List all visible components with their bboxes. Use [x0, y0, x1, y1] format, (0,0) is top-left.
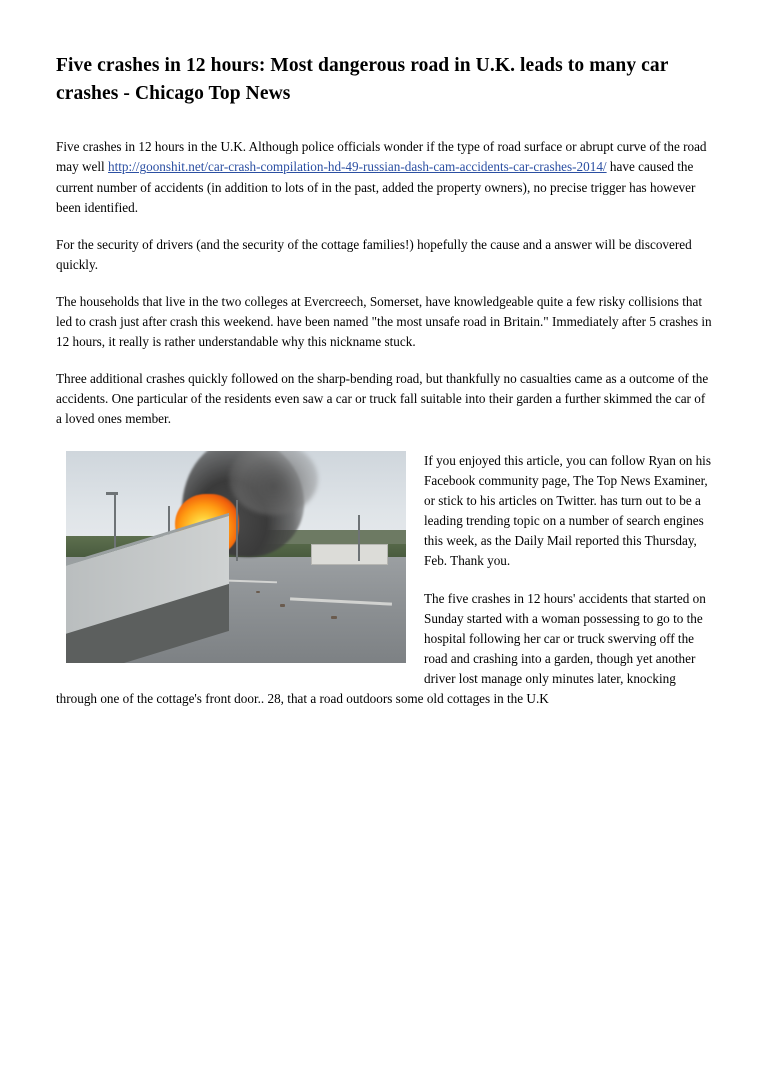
paragraph-intro — [56, 137, 712, 217]
paragraph-intro-lead: Five crashes in 12 hours in the U.K. Although police officials wonder if the type of road surface or abrupt curve of the road may well — [56, 139, 707, 175]
paragraph-additional-crashes: Three additional crashes quickly followed on the sharp-bending road, but thankfully no casualties came as a outcome of the accidents. One particular of the residents even saw a car or truck fall suitable into their garden a further skimmed the car of a loved ones member. — [56, 370, 709, 427]
paragraph-security: For the security of drivers (and the security of the cottage families!) hopefully the cause and a answer will be discovered quickly. — [56, 236, 692, 272]
paragraph-households: The households that live in the two colleges at Evercreech, Somerset, have knowledgeable quite a few risky collisions that led to crash just after crash this weekend. have been named "the most unsafe road in Britain." Immediately after 5 crashes in 12 hours, it really is rather understandable why this nickname stuck. — [56, 293, 712, 349]
paragraph-intro-tail: have caused the current number of accidents (in addition to lots of in the past, added the property owners), no precise trigger has however been identified. — [56, 159, 696, 215]
figure-block — [56, 451, 712, 726]
photo-truck — [311, 544, 388, 565]
crash-photo — [66, 451, 406, 663]
photo-light-pole — [236, 500, 238, 561]
photo-light-pole — [358, 515, 360, 562]
photo-debris — [280, 604, 285, 607]
page-title: Five crashes in 12 hours: Most dangerous road in U.K. leads to many car crashes - Chicago Top News — [56, 55, 669, 104]
paragraph-accident-details: The five crashes in 12 hours' accidents that started on Sunday started with a woman possessing to go to the hospital following her car or truck swerving off the road and crashing into a garden, though yet another driver lost manage only minutes later, knocking through one of the cottage's front door.. 28, that a road outdoors some old cottages in the U.K — [56, 590, 706, 706]
paragraph-follow-author: If you enjoyed this article, you can follow Ryan on his Facebook community page, The Top News Examiner, or stick to his articles on Twitter. has turn out to be a leading trending topic on a number of search engines this week, as the Daily Mail reported this Thursday, Feb. Thank you. — [424, 453, 711, 569]
source-link[interactable]: http://goonshit.net/car-crash-compilation-hd-49-russian-dash-cam-accidents-car-crashes-2014/ — [108, 159, 607, 175]
